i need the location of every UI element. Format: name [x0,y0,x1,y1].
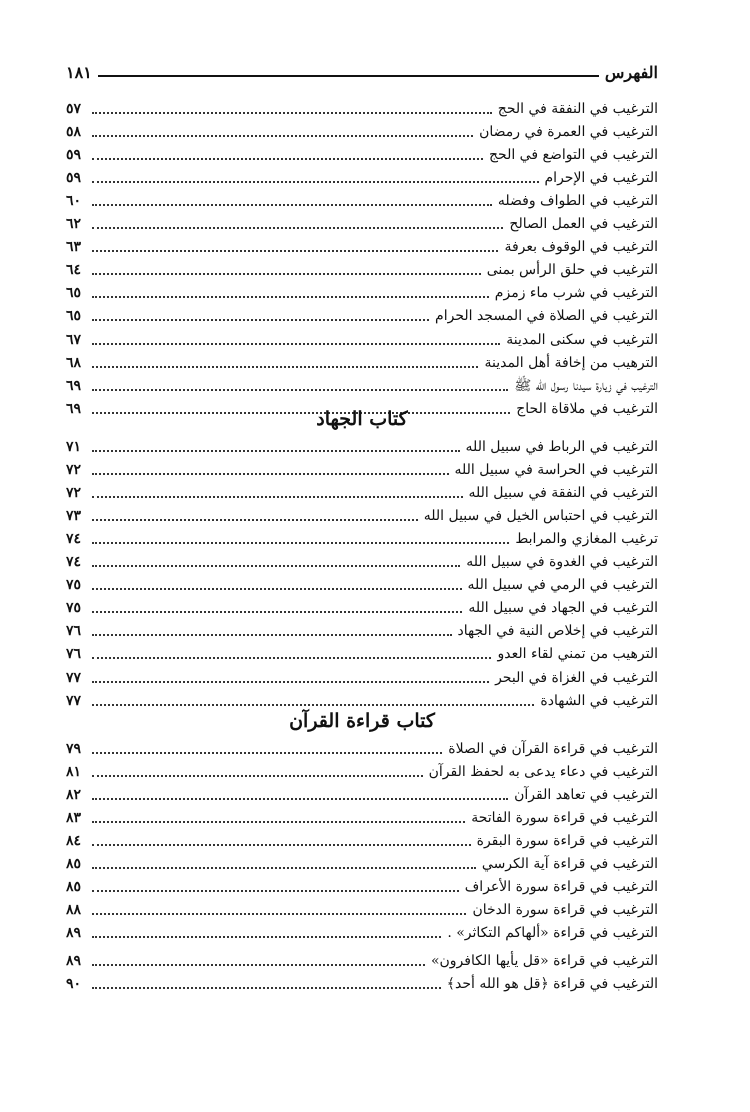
toc-entry-page: ٨٩ [66,953,82,970]
toc-entry-page: ٧٢ [66,485,82,502]
toc-entry-title: الترغيب في الحراسة في سبيل الله [454,462,658,479]
toc-entry-page: ٦٣ [66,239,82,256]
dot-leader [92,343,500,345]
toc-entry-page: ٨٩ [66,925,82,942]
toc-entry[interactable] [66,503,658,526]
toc-entry-page: ٧٢ [66,462,82,479]
toc-entry-title: الترغيب في الصلاة في المسجد الحرام [435,308,658,325]
toc-entry[interactable] [66,874,658,897]
dot-leader [92,588,462,590]
toc-entry[interactable] [66,948,658,971]
toc-entry[interactable] [66,688,658,711]
dot-leader [92,634,452,636]
dot-leader [92,366,478,368]
toc-entry-page: ٧١ [66,439,82,456]
toc-entry-title: الترغيب في حلق الرأس بمنى [486,262,658,279]
toc-entry-title: ترغيب المغازي والمرابط [515,531,658,548]
toc-entry-title: الترغيب في قراءة آية الكرسي [481,856,658,873]
toc-list-jihad [66,434,658,711]
toc-entry-page: ٦٢ [66,216,82,233]
toc-entry-title: الترغيب في الغزاة في البحر [495,669,658,686]
dot-leader [92,964,425,966]
toc-entry[interactable] [66,897,658,920]
dot-leader [92,204,492,206]
toc-entry-title: الترغيب في قراءة سورة الأعراف [464,879,658,896]
dot-leader [92,296,489,298]
dot-leader [92,319,429,321]
toc-entry-page: ٨٥ [66,879,82,896]
toc-entry-title: الترغيب في الرمي في سبيل الله [467,577,658,594]
toc-entry-page: ٧٩ [66,741,82,758]
toc-entry-title: الترغيب في احتباس الخيل في سبيل الله [423,508,658,525]
section-heading-jihad: كتاب الجهاد [316,408,408,430]
toc-entry-page: ٥٩ [66,147,82,164]
toc-entry-title: الترغيب في قراءة سورة البقرة [476,833,658,850]
dot-leader [92,821,465,823]
dot-leader [92,158,483,160]
toc-entry[interactable] [66,595,658,618]
toc-entry-title: الترغيب في النفقة في سبيل الله [468,485,658,502]
toc-entry-page: ٧٣ [66,508,82,525]
toc-entry-title: الترغيب في الغدوة في سبيل الله [466,554,658,571]
toc-list-hajj [66,96,658,419]
toc-entry-page: ٥٨ [66,124,82,141]
dot-leader [92,844,471,846]
toc-entry-title: الترغيب في الشهادة [540,692,658,709]
toc-entry-title: الترغيب في الرباط في سبيل الله [465,439,658,456]
dot-leader [92,112,492,114]
toc-entry[interactable] [66,805,658,828]
dot-leader [92,227,503,229]
toc-entry-title: الترهيب من تمني لقاء العدو [497,646,658,663]
dot-leader [92,681,489,683]
toc-entry[interactable] [66,280,658,303]
dot-leader [92,611,462,613]
toc-entry-title: الترغيب في قراءة «ألهاكم التكاثر» . [447,925,658,942]
toc-list-quran-continued [66,948,658,994]
toc-entry[interactable] [66,971,658,994]
toc-entry-title: الترغيب في الجهاد في سبيل الله [468,600,658,617]
toc-entry-page: ٦٥ [66,285,82,302]
toc-entry-title: الترغيب في دعاء يدعى به لحفظ القرآن [428,764,658,781]
toc-entry-title: الترغيب في تعاهد القرآن [514,787,658,804]
toc-entry-page: ٨١ [66,764,82,781]
toc-entry[interactable] [66,736,658,759]
toc-entry[interactable] [66,618,658,641]
toc-entry-title: الترغيب في قراءة سورة الفاتحة [471,810,658,827]
toc-entry-title: الترغيب في إخلاص النية في الجهاد [457,623,658,640]
toc-entry-page: ٧٦ [66,623,82,640]
toc-entry-title: الترغيب في العمرة في رمضان [479,124,658,141]
toc-entry-title: الترغيب في قراءة ﴿قل هو الله أحد﴾ [446,976,658,993]
toc-entry-title: الترغيب في قراءة سورة الدخان [472,902,658,919]
toc-entry-title: الترغيب في ملاقاة الحاج [516,400,658,417]
toc-entry-title: الترغيب في الإحرام [544,170,658,187]
toc-list-quran [66,736,658,943]
toc-entry[interactable] [66,188,658,211]
toc-entry[interactable] [66,641,658,664]
page-number: ١٨١ [66,63,92,82]
toc-entry-page: ٦٤ [66,262,82,279]
toc-entry[interactable] [66,851,658,874]
dot-leader [92,519,418,521]
dot-leader [92,798,508,800]
toc-entry-page: ٧٤ [66,531,82,548]
toc-entry[interactable] [66,350,658,373]
toc-entry-page: ٦٨ [66,354,82,371]
toc-entry[interactable] [66,920,658,943]
dot-leader [92,565,460,567]
toc-entry-page: ٦٩ [66,377,82,394]
toc-entry-page: ٧٧ [66,692,82,709]
page-header [66,58,658,82]
toc-entry-page: ٨٤ [66,833,82,850]
toc-entry-title: الترغيب في الوقوف بعرفة [504,239,658,256]
toc-entry-page: ٦٥ [66,308,82,325]
dot-leader [92,273,481,275]
dot-leader [92,496,463,498]
dot-leader [92,473,449,475]
toc-entry[interactable] [66,572,658,595]
toc-entry[interactable] [66,96,658,119]
toc-entry[interactable] [66,782,658,805]
dot-leader [92,181,539,183]
toc-entry[interactable] [66,257,658,280]
toc-entry-page: ٧٤ [66,554,82,571]
dot-leader [92,657,491,659]
dot-leader [92,135,473,137]
toc-entry-title: الترغيب في قراءة «قل يأيها الكافرون» [430,953,658,970]
toc-entry-page: ٧٦ [66,646,82,663]
toc-entry[interactable] [66,234,658,257]
toc-entry-title: الترغيب في سكنى المدينة [506,331,658,348]
toc-entry[interactable] [66,142,658,165]
header-rule [98,75,599,77]
toc-entry[interactable] [66,119,658,142]
dot-leader [92,450,460,452]
dot-leader [92,936,441,938]
dot-leader [92,775,423,777]
toc-entry-page: ٦٩ [66,400,82,417]
toc-entry-title: الترغيب في التواضع في الحج [489,147,658,164]
toc-entry[interactable] [66,373,658,396]
dot-leader [92,542,509,544]
toc-entry[interactable] [66,759,658,782]
toc-entry[interactable] [66,211,658,234]
toc-entry-page: ٩٠ [66,976,82,993]
running-title: الفهرس [604,63,658,82]
dot-leader [92,987,441,989]
toc-entry[interactable] [66,165,658,188]
toc-entry-page: ٦٧ [66,331,82,348]
dot-leader [92,752,442,754]
dot-leader [92,890,459,892]
dot-leader [92,250,498,252]
toc-entry[interactable] [66,303,658,326]
dot-leader [92,867,476,869]
toc-entry-page: ٧٧ [66,669,82,686]
toc-entry-page: ٦٠ [66,193,82,210]
toc-entry-title: الترغيب في زيارة سيدنا رسول الله ﷺ [514,377,658,394]
toc-entry-title: الترهيب من إخافة أهل المدينة [484,354,658,371]
toc-entry[interactable] [66,457,658,480]
toc-entry[interactable] [66,828,658,851]
toc-entry-page: ٧٥ [66,600,82,617]
toc-entry[interactable] [66,326,658,349]
dot-leader [92,704,534,706]
toc-entry-page: ٨٢ [66,787,82,804]
toc-entry[interactable] [66,434,658,457]
toc-entry-title: الترغيب في شرب ماء زمزم [494,285,658,302]
toc-entry-page: ٨٨ [66,902,82,919]
toc-entry-title: الترغيب في الطواف وفضله [497,193,658,210]
dot-leader [92,913,466,915]
toc-entry[interactable] [66,549,658,572]
toc-entry[interactable] [66,664,658,687]
toc-entry-title: الترغيب في قراءة القرآن في الصلاة [448,741,658,758]
toc-entry-page: ٧٥ [66,577,82,594]
toc-entry[interactable] [66,526,658,549]
dot-leader [92,389,508,391]
section-heading-quran: كتاب قراءة القرآن [289,710,435,732]
toc-entry-page: ٨٥ [66,856,82,873]
toc-entry-page: ٥٩ [66,170,82,187]
toc-entry-page: ٥٧ [66,101,82,118]
toc-entry-page: ٨٣ [66,810,82,827]
toc-entry-title: الترغيب في النفقة في الحج [497,101,658,118]
toc-entry-title: الترغيب في العمل الصالح [509,216,658,233]
toc-entry[interactable] [66,480,658,503]
